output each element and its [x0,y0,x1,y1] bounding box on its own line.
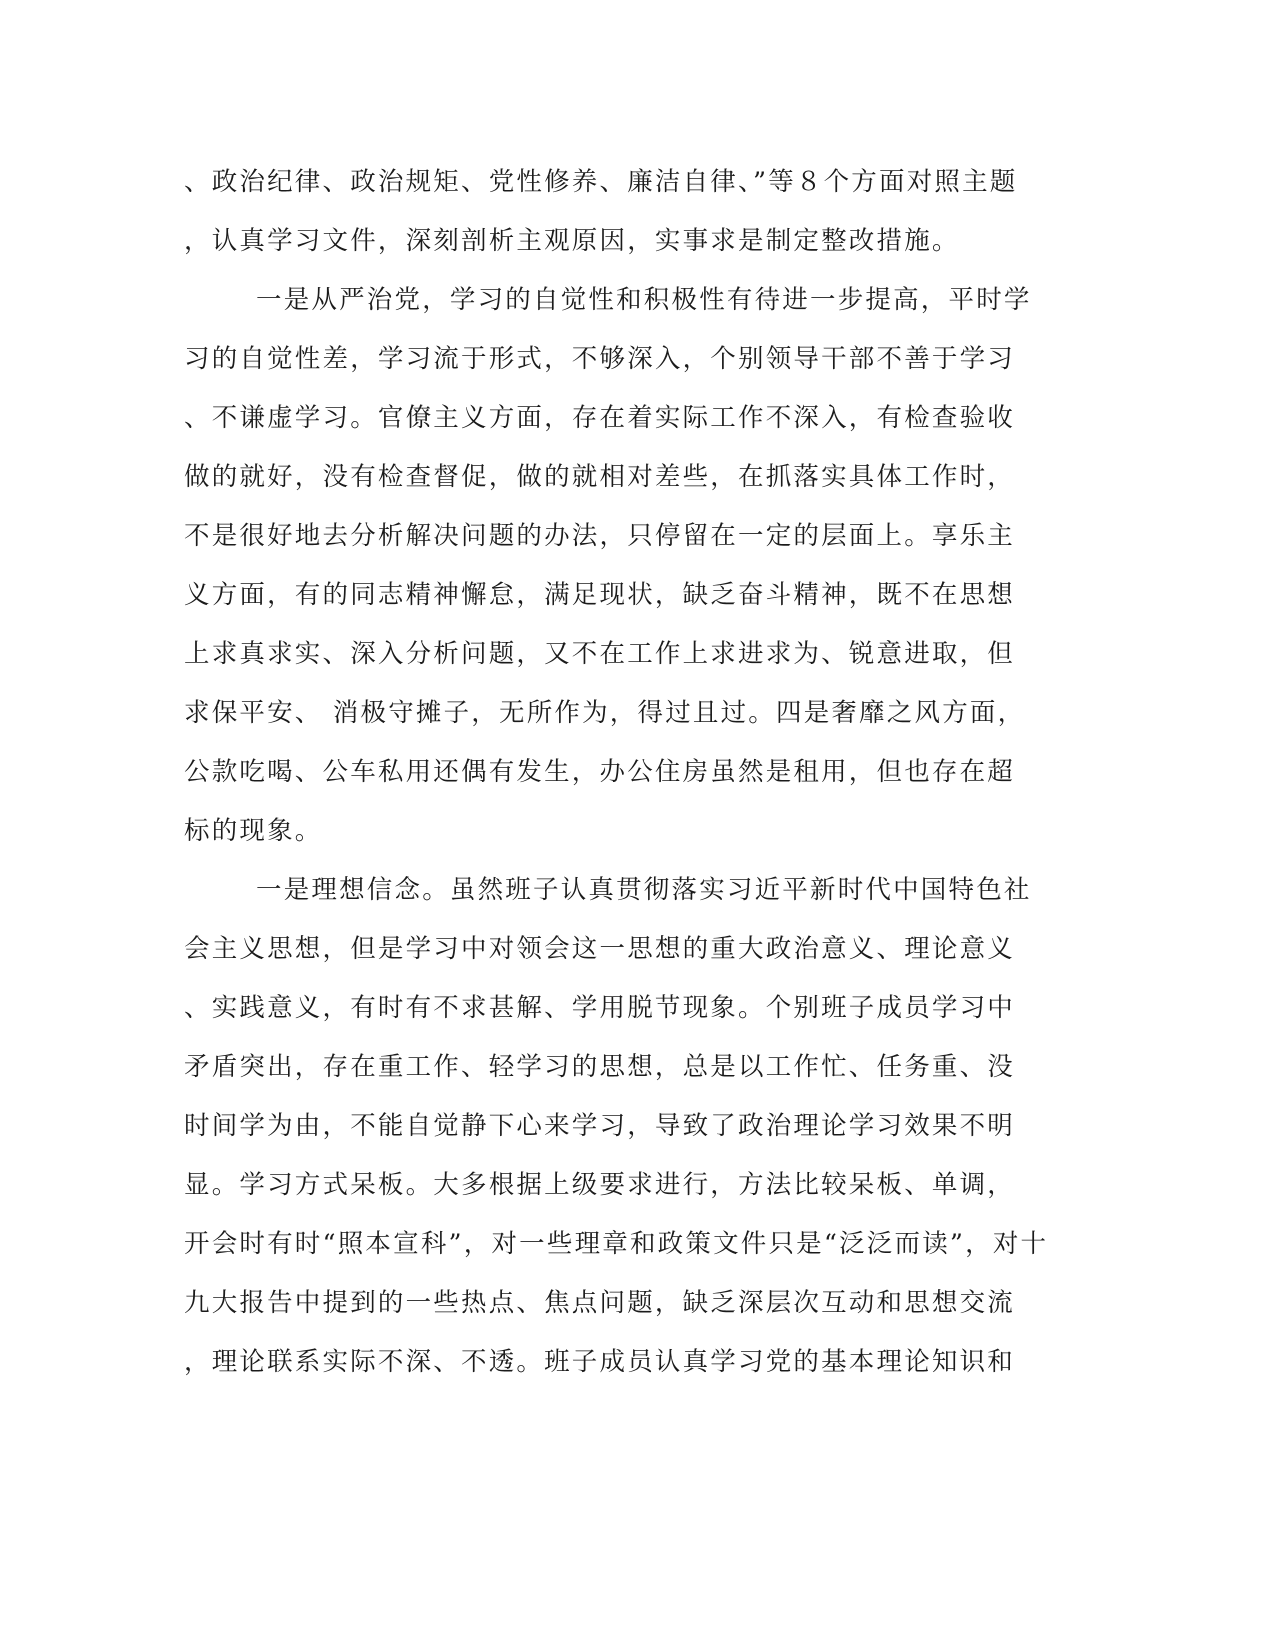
text-line: 、实践意义，有时有不求甚解、学用脱节现象。个别班子成员学习中 [184,993,1016,1023]
text-line: 做的就好，没有检查督促，做的就相对差些，在抓落实具体工作时， [184,462,1016,492]
text-line: 、不谦虚学习。官僚主义方面，存在着实际工作不深入，有检查验收 [184,403,1016,433]
text-line: 求保平安、 消极守摊子，无所作为，得过且过。四是奢靡之风方面， [184,698,1026,728]
text-line: 上求真求实、深入分析问题，又不在工作上求进求为、锐意进取，但 [184,639,1016,669]
text-line: 时间学为由，不能自觉静下心来学习，导致了政治理论学习效果不明 [184,1111,1016,1141]
text-line: 会主义思想，但是学习中对领会这一思想的重大政治意义、理论意义 [184,934,1016,964]
text-line: 九大报告中提到的一些热点、焦点问题，缺乏深层次互动和思想交流 [184,1288,1016,1318]
document-body [184,158,1049,1397]
text-line: 习的自觉性差，学习流于形式，不够深入，个别领导干部不善于学习 [184,344,1016,374]
text-line: ，理论联系实际不深、不透。班子成员认真学习党的基本理论知识和 [184,1347,1016,1377]
paragraph-start-line: 一是从严治党，学习的自觉性和积极性有待进一步提高，平时学 [256,285,1032,315]
text-line: 显。学习方式呆板。大多根据上级要求进行，方法比较呆板、单调， [184,1170,1016,1200]
text-line: 不是很好地去分析解决问题的办法，只停留在一定的层面上。享乐主 [184,521,1016,551]
text-line: ，认真学习文件，深刻剖析主观原因，实事求是制定整改措施。 [184,226,960,256]
paragraph-start-line: 一是理想信念。虽然班子认真贯彻落实习近平新时代中国特色社 [256,875,1032,905]
text-line: 公款吃喝、公车私用还偶有发生，办公住房虽然是租用，但也存在超 [184,757,1016,787]
text-line: 开会时有时“照本宣科”，对一些理章和政策文件只是“泛泛而读”，对十 [184,1229,1049,1259]
text-line: 标的现象。 [184,816,323,846]
text-line: 义方面，有的同志精神懈怠，满足现状，缺乏奋斗精神，既不在思想 [184,580,1016,610]
text-line: 、政治纪律、政治规矩、党性修养、廉洁自律、”等８个方面对照主题 [184,167,1018,197]
text-line: 矛盾突出，存在重工作、轻学习的思想，总是以工作忙、任务重、没 [184,1052,1016,1082]
